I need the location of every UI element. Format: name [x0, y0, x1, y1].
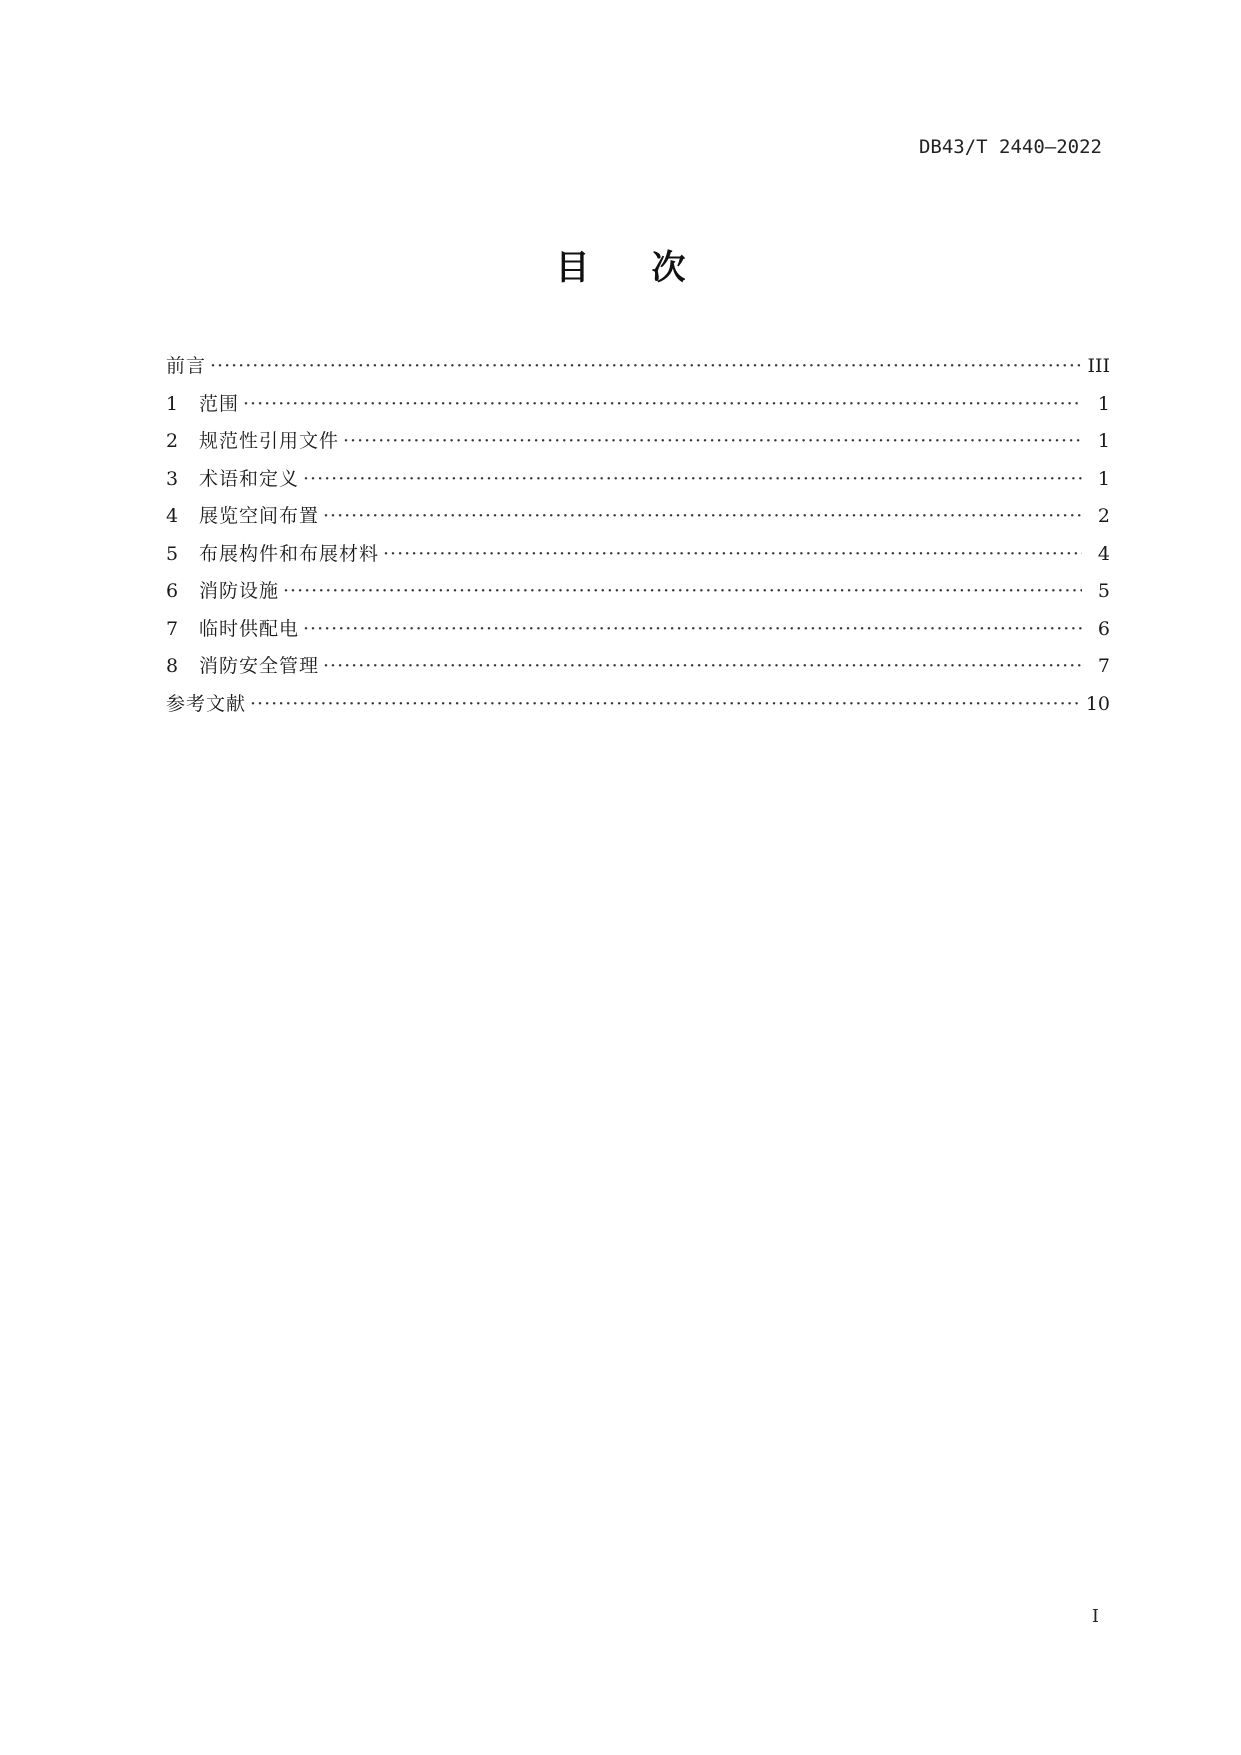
toc-leader-dots: [383, 536, 1082, 574]
toc-entry-page: 6: [1097, 617, 1110, 640]
toc-entry-page: 1: [1097, 467, 1110, 490]
toc-entry-number: 7: [166, 617, 179, 640]
toc-entry-number: 5: [166, 542, 179, 565]
toc-leader-dots: [323, 648, 1082, 686]
toc-entry-label: 布展构件和布展材料: [199, 542, 380, 565]
table-of-contents: [166, 348, 1110, 723]
toc-entry-page: 5: [1097, 580, 1110, 602]
toc-leader-dots: [303, 461, 1082, 499]
toc-entry-1[interactable]: [166, 386, 1110, 424]
toc-entry-4[interactable]: [166, 498, 1110, 536]
toc-entry-label: 规范性引用文件: [199, 430, 340, 452]
page-number: I: [1091, 1606, 1099, 1627]
toc-leader-dots: [323, 498, 1082, 536]
toc-entry-number: 3: [166, 467, 179, 490]
toc-entry-page: 4: [1097, 542, 1110, 565]
toc-entry-7[interactable]: [166, 611, 1110, 649]
toc-leader-dots: [250, 686, 1080, 724]
toc-entry-page: 10: [1085, 692, 1110, 715]
toc-entry-label: 前言: [166, 355, 207, 377]
toc-entry-page: 7: [1097, 655, 1110, 677]
toc-entry-8[interactable]: [166, 648, 1110, 686]
toc-entry-number: 8: [166, 655, 179, 677]
toc-leader-dots: [243, 386, 1082, 424]
toc-entry-3[interactable]: [166, 461, 1110, 499]
toc-entry-page: 2: [1097, 505, 1110, 527]
toc-entry-label: 临时供配电: [199, 617, 300, 640]
toc-entry-page: III: [1087, 355, 1110, 377]
toc-leader-dots: [303, 611, 1082, 649]
toc-entry-number: 6: [166, 580, 179, 602]
toc-entry-page: 1: [1097, 392, 1110, 415]
toc-leader-dots: [283, 573, 1082, 611]
toc-leader-dots: [210, 348, 1081, 386]
standard-code: DB43/T 2440—2022: [918, 136, 1102, 158]
toc-entry-number: 1: [166, 392, 179, 415]
toc-entry-page: 1: [1097, 430, 1110, 452]
toc-entry-label: 消防设施: [199, 580, 280, 602]
toc-entry-label: 范围: [199, 392, 240, 415]
toc-entry-2[interactable]: [166, 423, 1110, 461]
toc-entry-6[interactable]: [166, 573, 1110, 611]
toc-entry-5[interactable]: [166, 536, 1110, 574]
toc-entry-label: 参考文献: [166, 692, 247, 715]
toc-entry-label: 消防安全管理: [199, 655, 320, 677]
toc-entry-label: 术语和定义: [199, 467, 300, 490]
toc-entry-number: 2: [166, 430, 179, 452]
toc-leader-dots: [343, 423, 1082, 461]
toc-entry-label: 展览空间布置: [199, 505, 320, 527]
toc-entry-preface[interactable]: [166, 348, 1110, 386]
toc-entry-number: 4: [166, 505, 179, 527]
toc-entry-references[interactable]: [166, 686, 1110, 724]
page-title: 目次: [555, 248, 748, 288]
